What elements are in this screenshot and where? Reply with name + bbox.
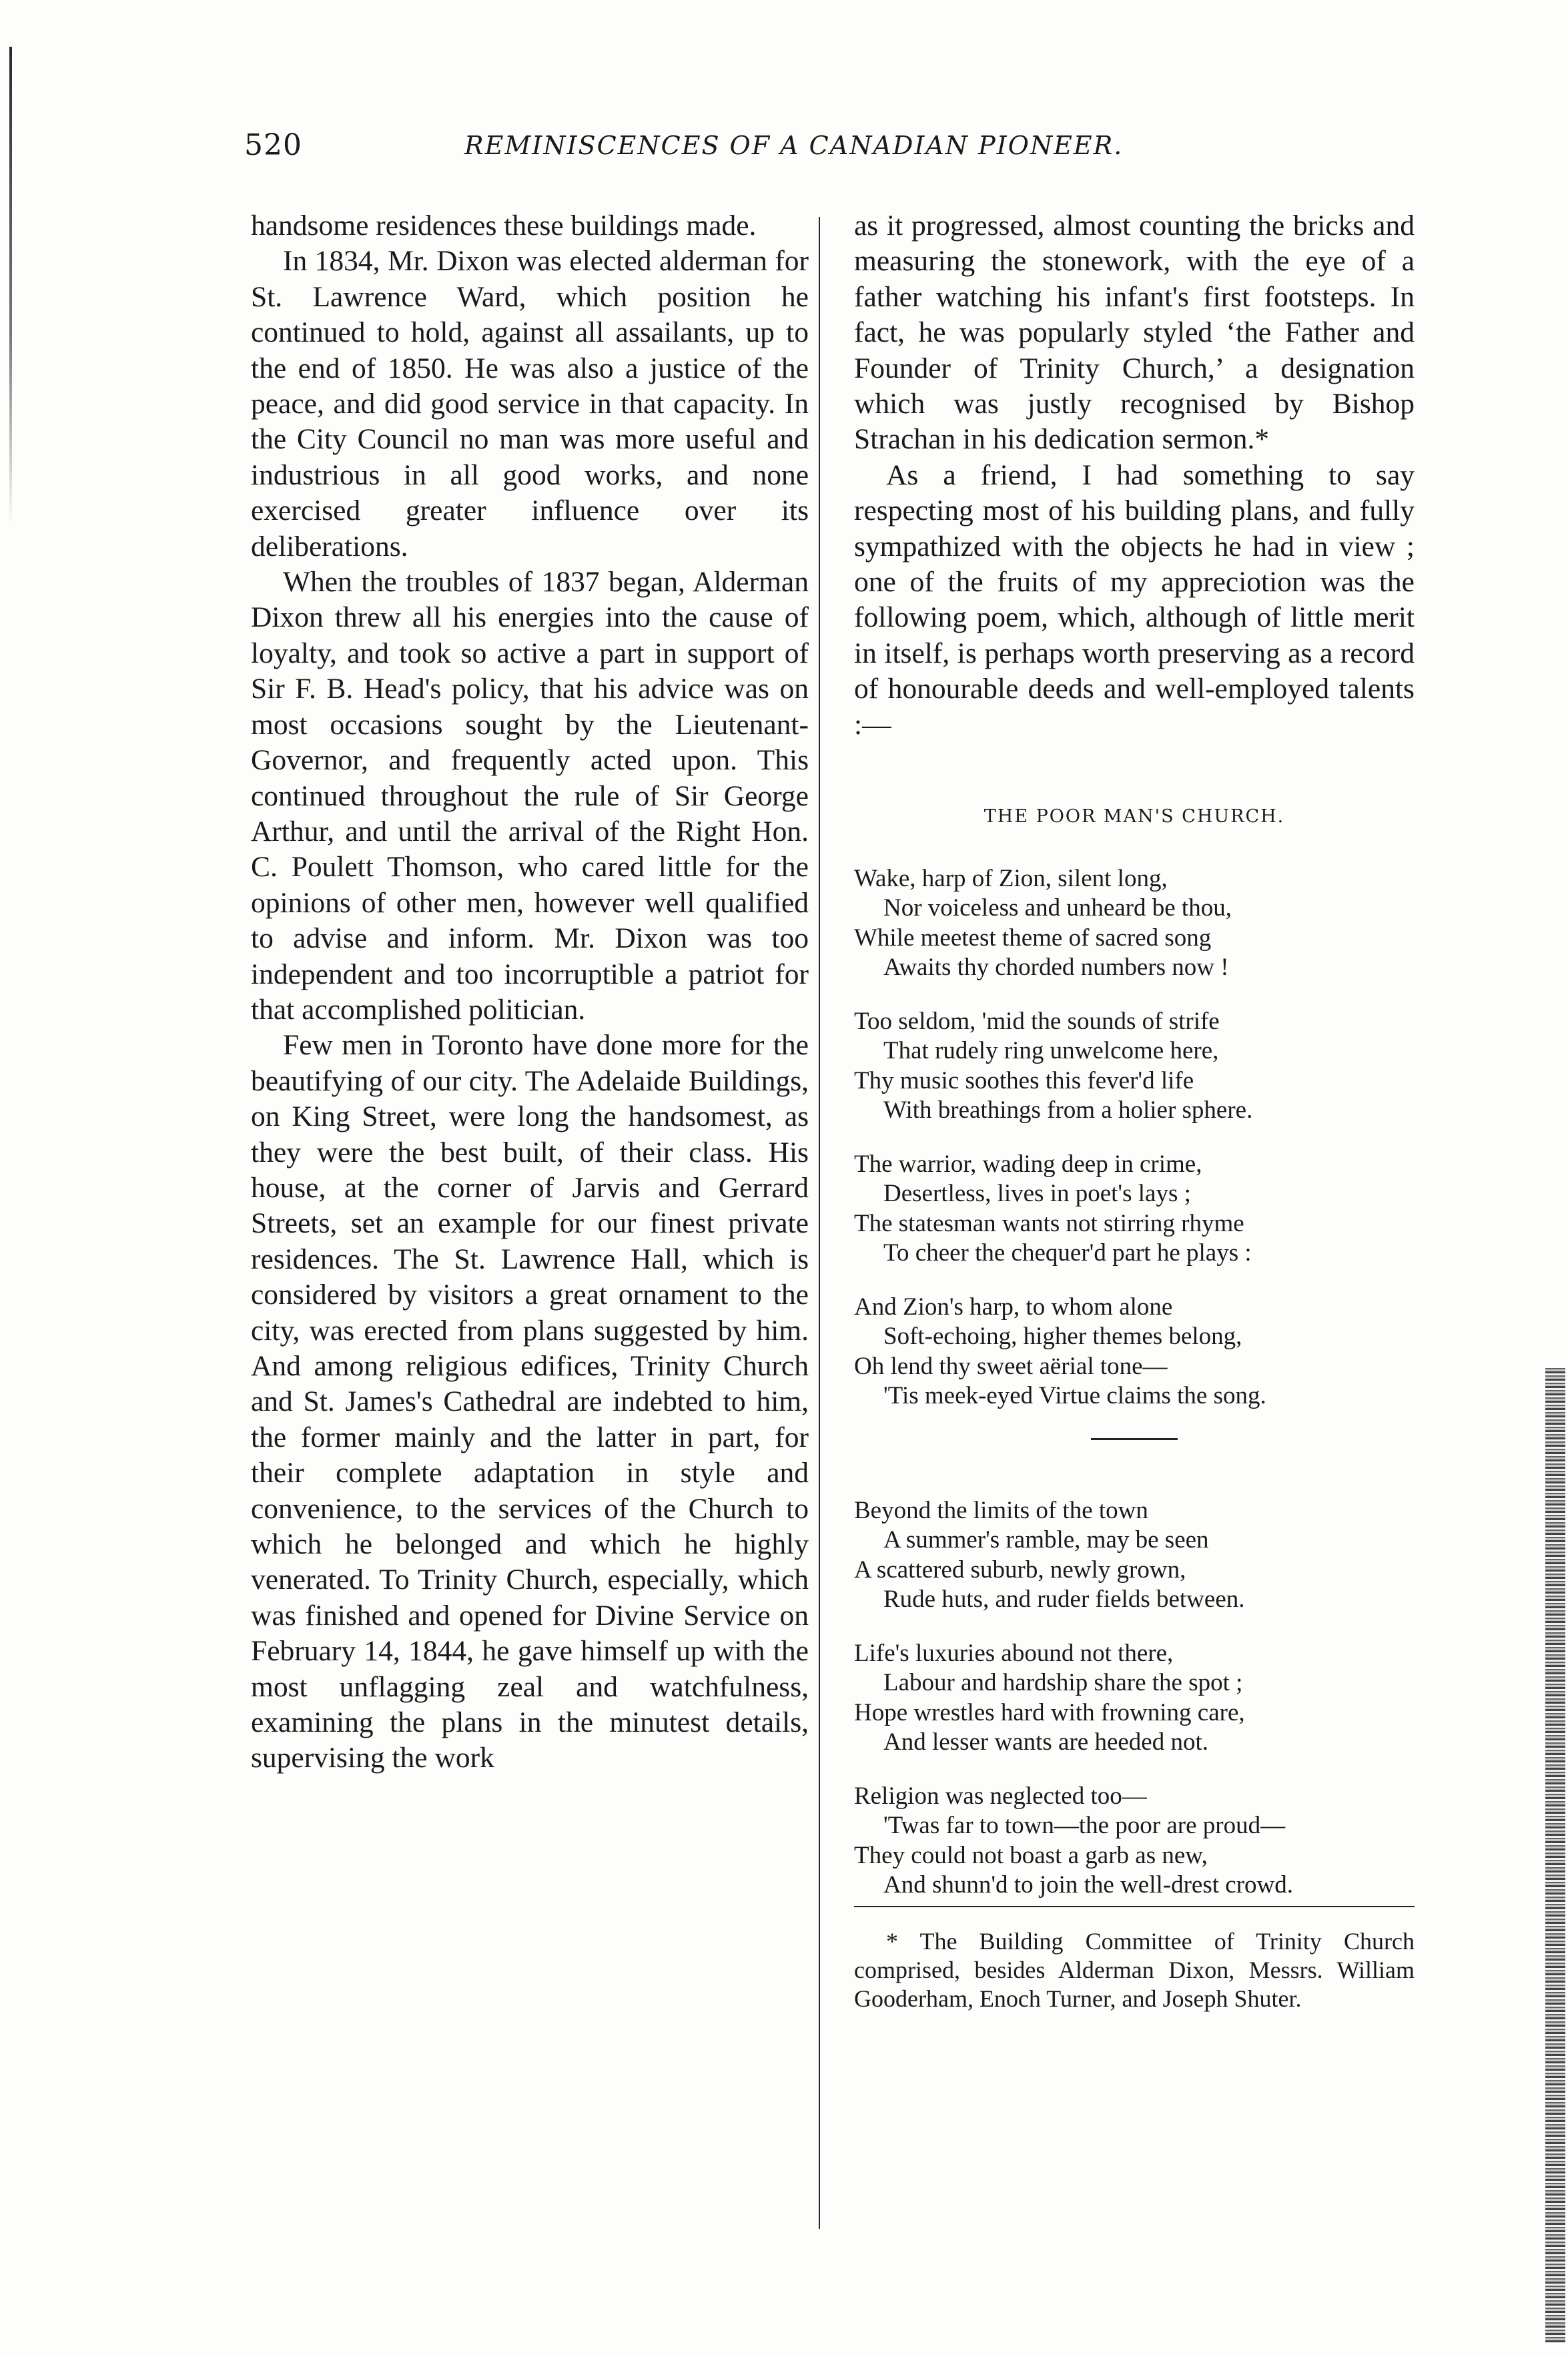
poem-line: Soft-echoing, higher themes belong, — [883, 1323, 1242, 1350]
poem-line: Thy music soothes this fever'd life — [854, 1066, 1194, 1094]
paragraph: As a friend, I had something to say respecting most of his building plans, and fully sympathized with the objects he had in view ; one of the fruits of my appreciotion was the following poem, which, although of little merit in itself, is perhaps worth preserving as a record of honourable deeds and well-employed talents :— — [854, 458, 1415, 741]
stanza — [854, 1496, 1415, 1615]
poem-line: And Zion's harp, to whom alone — [854, 1293, 1173, 1321]
poem-line: Oh lend thy sweet aërial tone— — [854, 1352, 1168, 1380]
poem-line: Life's luxuries abound not there, — [854, 1639, 1174, 1667]
poem-line: They could not boast a garb as new, — [854, 1841, 1208, 1869]
poem-line: A summer's ramble, may be seen — [883, 1526, 1209, 1554]
poem-line: Beyond the limits of the town — [854, 1496, 1148, 1524]
scan-edge-left — [9, 47, 12, 527]
paragraph: as it progressed, almost counting the bricks and measuring the stonework, with the eye of a father watching his infant's first footsteps. In fact, he was popularly styled ‘the Father and Founder of Trinity Church,’ a designation which was justly recognised by Bishop Strachan in his dedication sermon.* — [854, 210, 1415, 456]
paragraph: Few men in Toronto have done more for the beautifying of our city. The Adelaide Buildings, on King Street, were long the handsomest, as they were the best built, of their class. His house, at the corner of Jarvis and Gerrard Streets, set an example for our finest private residences. The St. Lawrence Hall, which is considered by visitors a great ornament to the city, was erected from plans suggested by him. And among religious edifices, Trinity Church and St. James's Cathedral are indebted to him, the former mainly and the latter in part, for their complete adaptation in style and convenience, to the services of the Church to which he belonged and which he highly venerated. To Trinity Church, especially, which was finished and opened for Divine Service on February 14, 1844, he gave himself up with the most unflagging zeal and watchfulness, examining the plans in the minutest details, supervising the work — [251, 1029, 809, 1774]
poem-line: A scattered suburb, newly grown, — [854, 1556, 1186, 1584]
poem-line: And shunn'd to join the well-drest crowd. — [883, 1871, 1293, 1899]
poem-line: Too seldom, 'mid the sounds of strife — [854, 1007, 1220, 1035]
poem-line: Wake, harp of Zion, silent long, — [854, 864, 1168, 892]
poem-line: Hope wrestles hard with frowning care, — [854, 1698, 1245, 1726]
poem-line: The warrior, wading deep in crime, — [854, 1150, 1202, 1178]
poem-line: Religion was neglected too— — [854, 1782, 1147, 1810]
poem-line: Labour and hardship share the spot ; — [883, 1669, 1243, 1696]
poem-line: Rude huts, and ruder fields between. — [883, 1586, 1245, 1613]
poem-line: Nor voiceless and unheard be thou, — [883, 894, 1232, 922]
left-column — [251, 208, 809, 1776]
column-divider — [819, 217, 820, 2229]
poem-line: While meetest theme of sacred song — [854, 924, 1212, 952]
footnote-rule — [854, 1906, 1415, 1907]
poem-line: The statesman wants not stirring rhyme — [854, 1209, 1244, 1237]
poem-line: With breathings from a holier sphere. — [883, 1096, 1253, 1124]
paragraph: In 1834, Mr. Dixon was elected alderman for St. Lawrence Ward, which position he continued to hold, against all assailants, up to the end of 1850. He was also a justice of the peace, and did good service in that capacity. In the City Council no man was more useful and industrious in all good works, and none exercised greater influence over its deliberations. — [251, 245, 809, 563]
footnote: * The Building Committee of Trinity Church comprised, besides Alderman Dixon, Messrs. William Gooderham, Enoch Turner, and Joseph Shuter. — [854, 1927, 1415, 2012]
poem-line: 'Twas far to town—the poor are proud— — [883, 1812, 1286, 1839]
poem-title: THE POOR MAN'S CHURCH. — [984, 806, 1285, 827]
poem-line: To cheer the chequer'd part he plays : — [883, 1239, 1252, 1267]
poem-line: That rudely ring unwelcome here, — [883, 1037, 1219, 1064]
running-title: REMINISCENCES OF A CANADIAN PIONEER. — [464, 131, 1124, 160]
page-number: 520 — [244, 128, 302, 162]
right-column — [854, 208, 1415, 2013]
poem-line: 'Tis meek-eyed Virtue claims the song. — [883, 1382, 1266, 1409]
section-rule — [1091, 1438, 1178, 1440]
page-header — [244, 128, 1425, 175]
poem-line: And lesser wants are heeded not. — [883, 1728, 1208, 1756]
stanza — [854, 1293, 1415, 1411]
paragraph: handsome residences these buildings made. — [251, 210, 757, 242]
stanza — [854, 1782, 1415, 1901]
stanza — [854, 1150, 1415, 1269]
stanza — [854, 864, 1415, 983]
poem-line: Awaits thy chorded numbers now ! — [883, 954, 1229, 981]
scan-edge-right — [1545, 1368, 1565, 2342]
paragraph: When the troubles of 1837 began, Alderman Dixon threw all his energies into the cause of loyalty, and took so active a part in support of Sir F. B. Head's policy, that his advice was on most occasions sought by the Lieutenant-Governor, and frequently acted upon. This continued throughout the rule of Sir George Arthur, and until the arrival of the Right Hon. C. Poulett Thomson, who cared little for the opinions of other men, however well qualified to advise and inform. Mr. Dixon was too independent and too incorruptible a patriot for that accomplished politician. — [251, 566, 809, 1026]
stanza — [854, 1639, 1415, 1758]
stanza — [854, 1007, 1415, 1126]
poem-line: Desertless, lives in poet's lays ; — [883, 1180, 1191, 1207]
poem — [854, 864, 1415, 1901]
